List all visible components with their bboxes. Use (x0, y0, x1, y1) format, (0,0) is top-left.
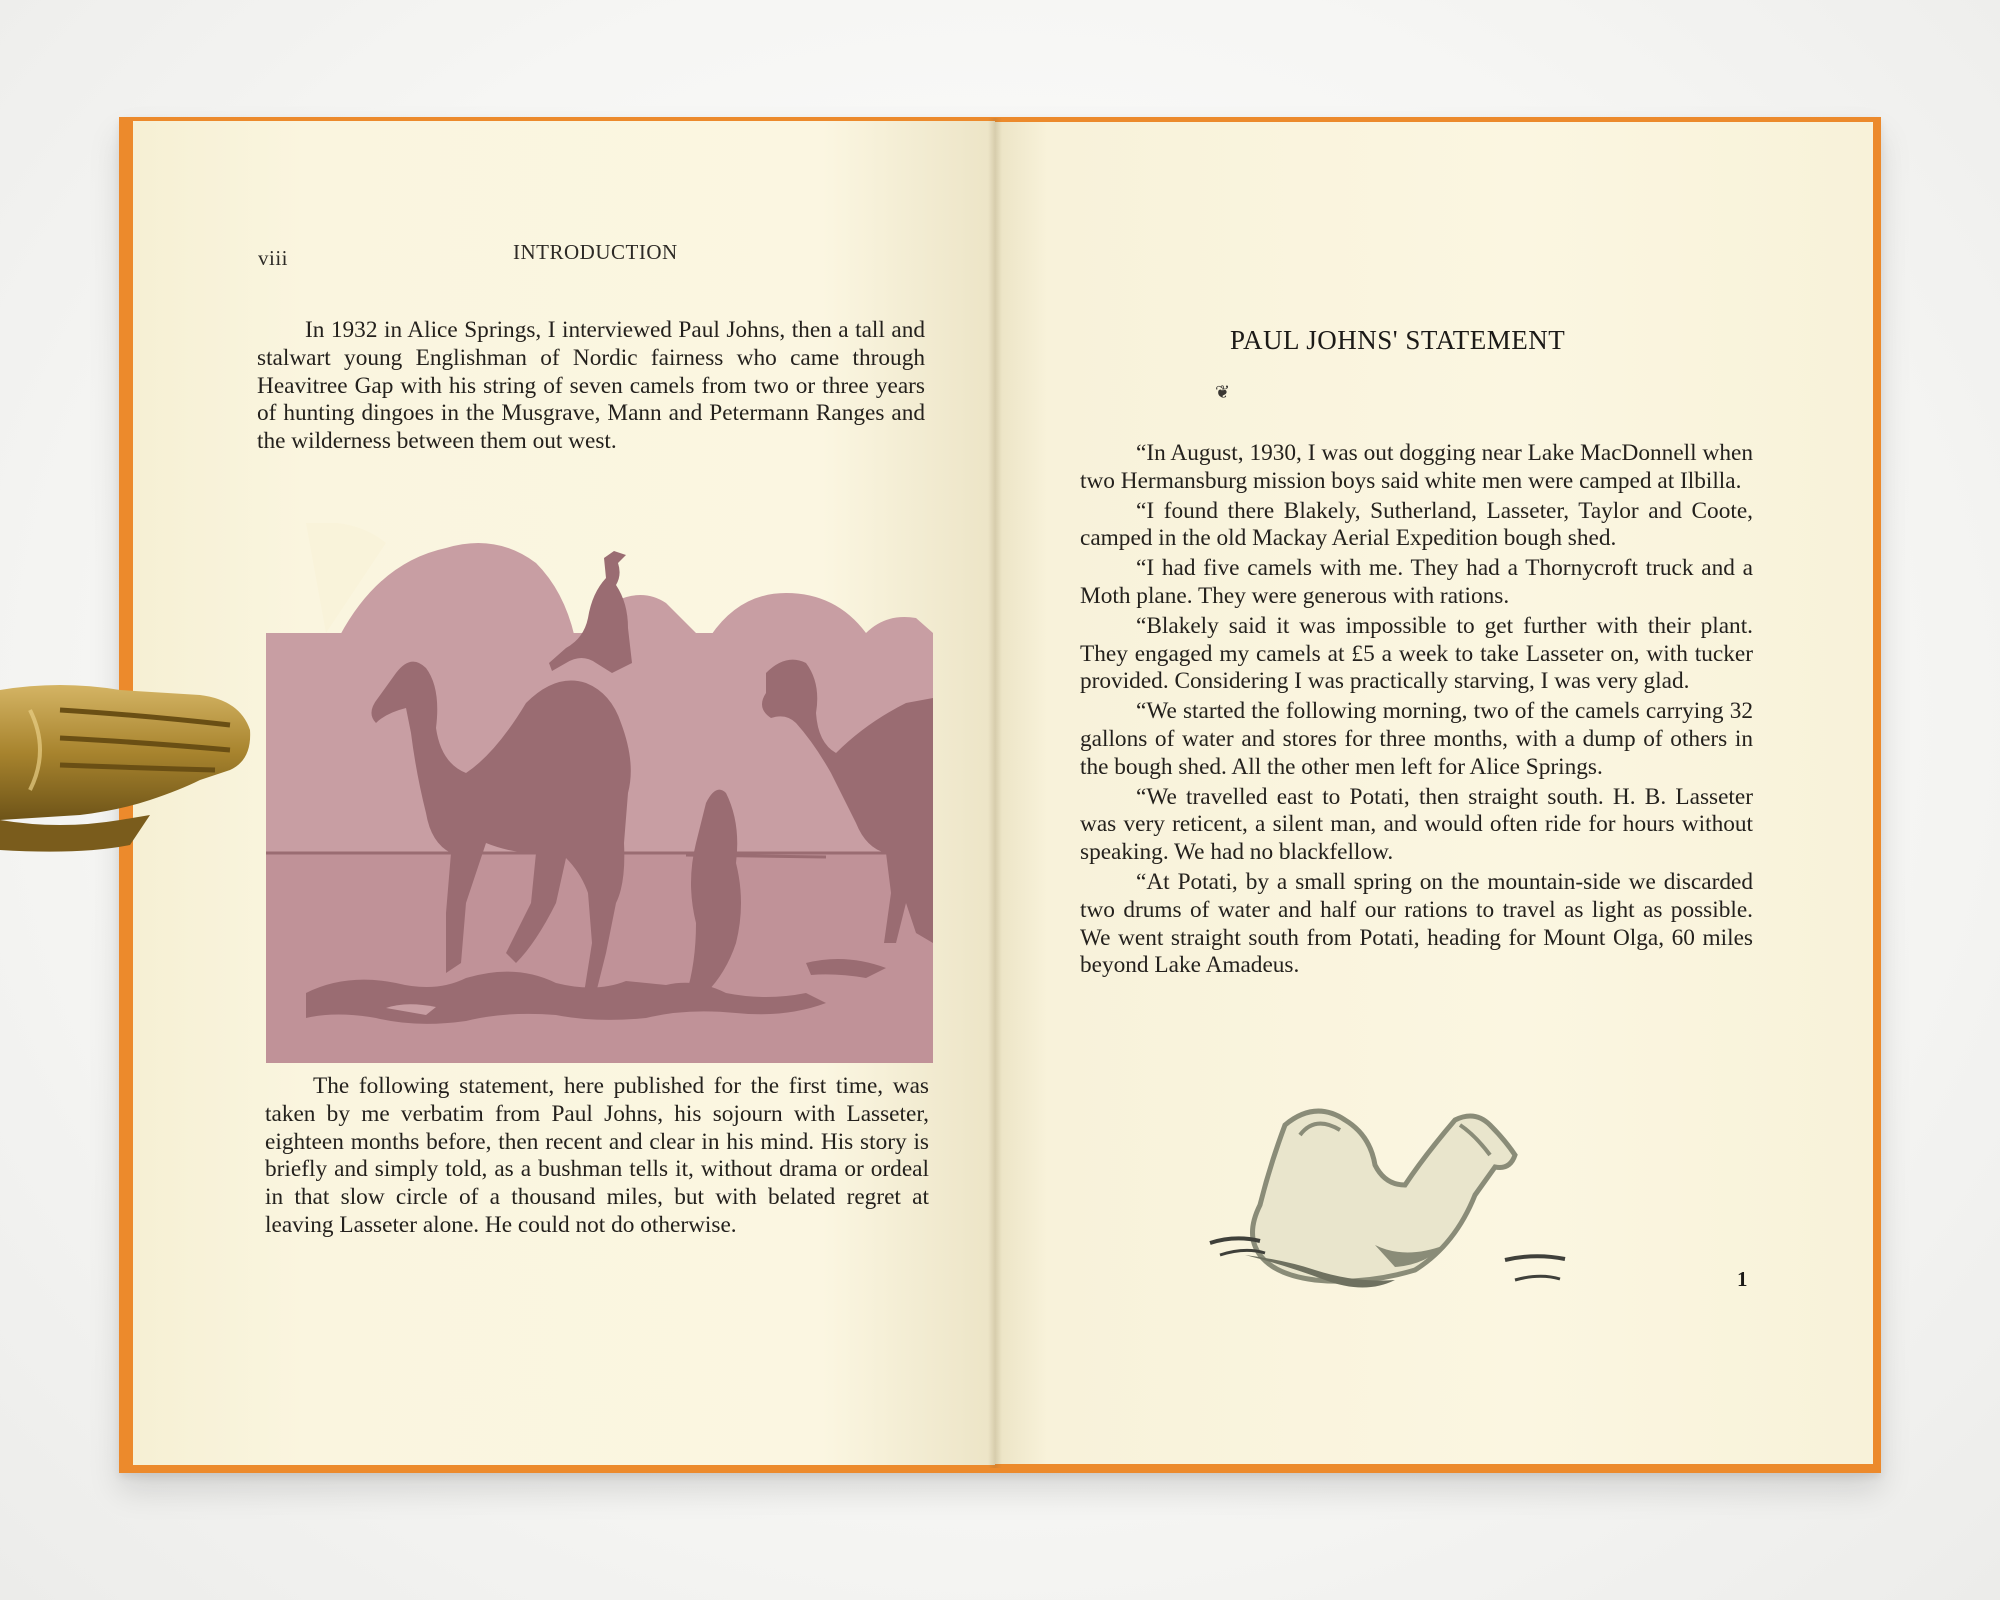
ornament-icon: ❦ (1215, 382, 1231, 402)
statement-intro-paragraph: The following statement, here published for the first time, was taken by me verbatim from Paul Johns, his sojourn with Lasseter, eighteen months before, then recent and clear in his mind. His story is briefly and simply told, as a bushman tells it, without drama or ordeal in that slow circle of a thousand miles, but with belated regret at leaving Lasseter alone. He could not do otherwise. (265, 1073, 929, 1238)
statement-paragraph: “We started the following morning, two of the camels carrying 32 gallons of water and stores for three months, with a dump of others in the bough shed. All the other men left for Alice Springs. (1080, 698, 1753, 780)
statement-paragraph: “I had five camels with me. They had a Thornycroft truck and a Moth plane. They were generous with rations. (1080, 555, 1753, 609)
book-gutter (988, 118, 1002, 1468)
statement-paragraph: “Blakely said it was impossible to get further with their plant. They engaged my camels at £5 a week to take Lasseter on, with tucker provided. Considering I was practically starving, I was very glad. (1080, 612, 1753, 695)
resting-camel-illustration (1205, 1095, 1575, 1295)
statement-text (1080, 440, 1753, 980)
left-paragraph-1 (257, 317, 925, 456)
statement-paragraph: “We travelled east to Potati, then straight south. H. B. Lasseter was very reticent, a silent man, and would often ride for hours without speaking. We had no blackfellow. (1080, 783, 1753, 866)
chapter-title: PAUL JOHNS' STATEMENT (1230, 325, 1566, 355)
statement-paragraph: “I found there Blakely, Sutherland, Lasseter, Taylor and Coote, camped in the old Mackay Aerial Expedition bough shed. (1080, 497, 1753, 552)
left-folio: viii (258, 246, 289, 270)
left-paragraph-2 (265, 1073, 929, 1240)
intro-paragraph: In 1932 in Alice Springs, I interviewed Paul Johns, then a tall and stalwart young Englishman of Nordic fairness who came through Heavitree Gap with his string of seven camels from two or three years of hunting dingoes in the Musgrave, Mann and Petermann Ranges and the wilderness between them out west. (257, 317, 925, 455)
statement-paragraph: “In August, 1930, I was out dogging near Lake MacDonnell when two Hermansburg mission boys said white men were camped at Ilbilla. (1080, 440, 1753, 494)
page-number: 1 (1737, 1267, 1748, 1291)
left-running-head: INTRODUCTION (513, 240, 678, 264)
brass-hand-clip (0, 670, 255, 880)
statement-paragraph: “At Potati, by a small spring on the mountain-side we discarded two drums of water and half our rations to travel as light as possible. We went straight south from Potati, heading for Mount Olga, 60 miles beyond Lake Amadeus. (1080, 868, 1753, 979)
camel-rider-illustration (266, 523, 933, 1063)
